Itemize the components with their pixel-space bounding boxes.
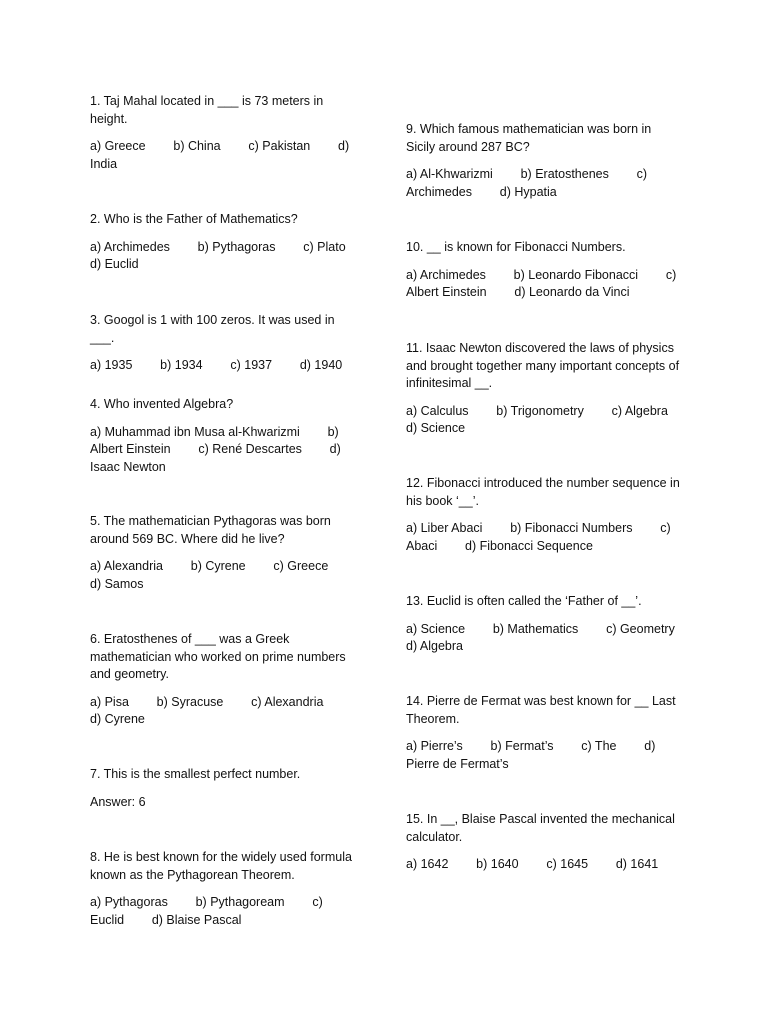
question-text: 4. Who invented Algebra?: [90, 397, 234, 411]
question-3: [90, 312, 360, 375]
question-options: a) Archimedes b) Leonardo Fibonacci c) Albert Einstein d) Leonardo da Vinci: [406, 267, 680, 299]
question-5: [90, 513, 360, 593]
question-text: 8. He is best known for the widely used formula known as the Pythagorean Theorem.: [90, 850, 352, 882]
question-8: [90, 849, 360, 929]
question-text: 13. Euclid is often called the ‘Father of __’.: [406, 594, 642, 608]
question-text: 2. Who is the Father of Mathematics?: [90, 212, 298, 226]
question-options: a) Liber Abaci b) Fibonacci Numbers c) Abaci d) Fibonacci Sequence: [406, 521, 674, 553]
question-options: a) Calculus b) Trigonometry c) Algebra d) Science: [406, 403, 696, 435]
question-options: a) 1935 b) 1934 c) 1937 d) 1940: [90, 358, 343, 372]
question-text: 9. Which famous mathematician was born in Sicily around 287 BC?: [406, 122, 652, 154]
question-options: a) Al-Khwarizmi b) Eratosthenes c) Archimedes d) Hypatia: [406, 167, 650, 199]
question-10: [406, 239, 681, 302]
question-13: [406, 593, 703, 656]
answer-text: Answer: 6: [90, 794, 146, 809]
question-12: [406, 475, 681, 555]
question-options: a) Archimedes b) Pythagoras c) Plato d) Euclid: [90, 239, 374, 271]
question-15: [406, 811, 681, 874]
question-text: 3. Googol is 1 with 100 zeros. It was used in ___.: [90, 313, 335, 345]
question-1: [90, 93, 360, 173]
question-text: 12. Fibonacci introduced the number sequence in his book ‘__’.: [406, 476, 680, 508]
question-9: [406, 121, 681, 201]
question-options: a) Pisa b) Syracuse c) Alexandria d) Cyrene: [90, 694, 352, 726]
question-2: [90, 211, 374, 274]
question-options: a) 1642 b) 1640 c) 1645 d) 1641: [406, 857, 659, 871]
question-options: a) Greece b) China c) Pakistan d) India: [90, 139, 353, 171]
question-14: [406, 693, 681, 773]
question-text: 1. Taj Mahal located in ___ is 73 meters in height.: [90, 94, 324, 126]
question-text: 6. Eratosthenes of ___ was a Greek mathematician who worked on prime numbers and geometry.: [90, 632, 346, 681]
question-7: [90, 766, 360, 811]
question-6: [90, 631, 360, 729]
question-text: 10. __ is known for Fibonacci Numbers.: [406, 240, 626, 254]
question-11: [406, 340, 696, 438]
question-options: a) Alexandria b) Cyrene c) Greece d) Samos: [90, 559, 357, 591]
question-4: [90, 396, 360, 476]
question-text: 14. Pierre de Fermat was best known for __ Last Theorem.: [406, 694, 676, 726]
question-text: 5. The mathematician Pythagoras was born around 569 BC. Where did he live?: [90, 514, 331, 546]
question-text: 15. In __, Blaise Pascal invented the mechanical calculator.: [406, 812, 675, 844]
question-options: a) Muhammad ibn Musa al-Khwarizmi b) Albert Einstein c) René Descartes d) Isaac Newton: [90, 424, 345, 474]
question-text: 7. This is the smallest perfect number.: [90, 767, 301, 781]
question-options: a) Pythagoras b) Pythagoream c) Euclid d) Blaise Pascal: [90, 895, 327, 927]
question-options: a) Pierre’s b) Fermat’s c) The d) Pierre de Fermat’s: [406, 739, 659, 771]
question-text: 11. Isaac Newton discovered the laws of physics and brought together many important concepts of infinitesimal __.: [406, 341, 680, 390]
question-options: a) Science b) Mathematics c) Geometry d) Algebra: [406, 621, 703, 653]
